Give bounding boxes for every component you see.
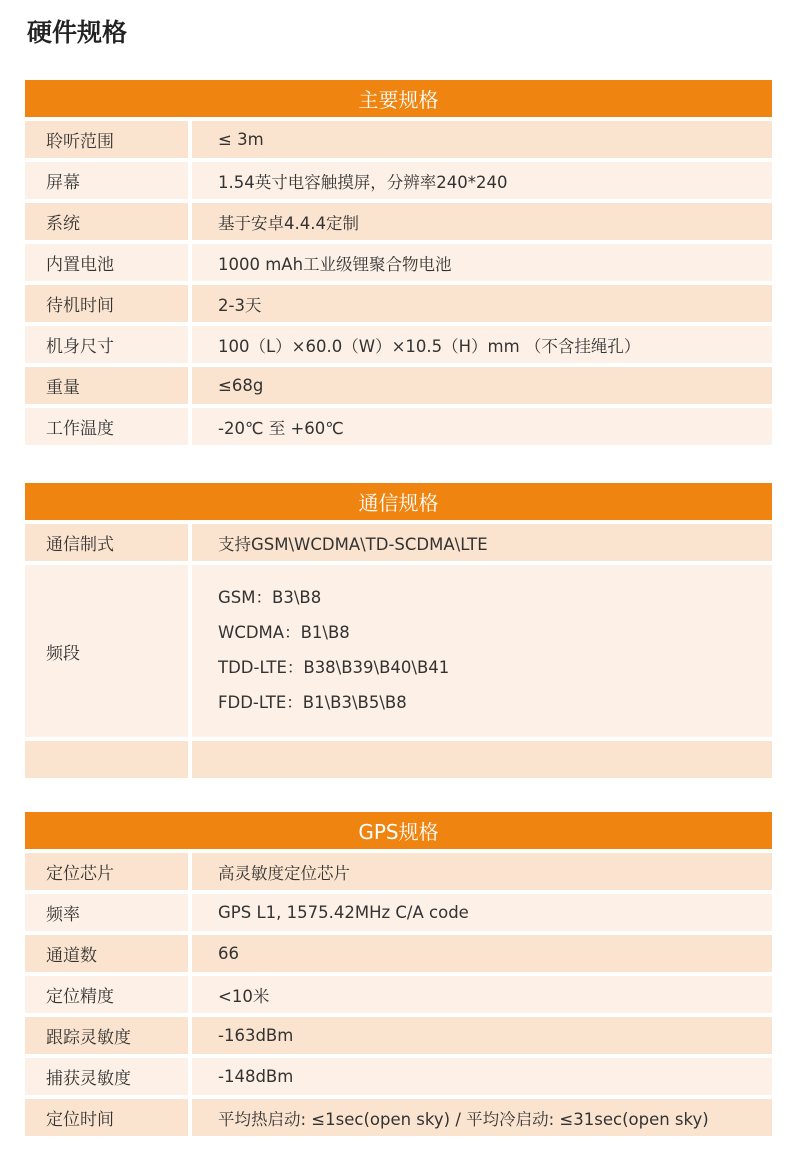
communication-specs-table [25,483,772,778]
row-value: GPS L1, 1575.42MHz C/A code [192,894,772,931]
row-label: 机身尺寸 [25,326,188,363]
row-value: 1000 mAh工业级锂聚合物电池 [192,244,772,281]
band-line: FDD-LTE：B1\B3\B5\B8 [218,693,407,712]
table-row [25,367,772,404]
row-label [25,741,188,778]
row-value: 2-3天 [192,285,772,322]
table-row [25,408,772,445]
row-label: 定位芯片 [25,853,188,890]
table-row-bands [25,565,772,737]
band-line: GSM：B3\B8 [218,588,322,607]
row-label: 重量 [25,367,188,404]
row-label: 跟踪灵敏度 [25,1017,188,1054]
table-row [25,326,772,363]
row-label: 通信制式 [25,524,188,561]
row-value: -148dBm [192,1058,772,1095]
row-value: -163dBm [192,1017,772,1054]
table-row [25,203,772,240]
section-header-main-specs: 主要规格 [25,80,772,117]
row-value: 支持GSM\WCDMA\TD-SCDMA\LTE [192,524,772,561]
section-header-gps-specs: GPS规格 [25,812,772,849]
table-row [25,976,772,1013]
table-row [25,894,772,931]
row-value: 66 [192,935,772,972]
row-label: 定位精度 [25,976,188,1013]
band-line: WCDMA：B1\B8 [218,623,350,642]
row-value: ≤68g [192,367,772,404]
row-value: ≤ 3m [192,121,772,158]
main-specs-table [25,80,772,445]
table-row [25,121,772,158]
row-label: 频段 [25,565,188,737]
table-row-empty [25,741,772,778]
row-label: 聆听范围 [25,121,188,158]
row-value [192,741,772,778]
table-row [25,1017,772,1054]
section-header-communication-specs: 通信规格 [25,483,772,520]
page-title: 硬件规格 [27,18,128,47]
table-row [25,162,772,199]
row-label: 通道数 [25,935,188,972]
row-label: 待机时间 [25,285,188,322]
row-label: 定位时间 [25,1099,188,1136]
row-value: 基于安卓4.4.4定制 [192,203,772,240]
row-label: 工作温度 [25,408,188,445]
table-row [25,1058,772,1095]
table-row [25,935,772,972]
row-value: 高灵敏度定位芯片 [192,853,772,890]
table-row [25,285,772,322]
band-line: TDD-LTE：B38\B39\B40\B41 [218,658,450,677]
row-value: 平均热启动: ≤1sec(open sky) / 平均冷启动: ≤31sec(open sky) [192,1099,772,1136]
table-row [25,853,772,890]
row-label: 捕获灵敏度 [25,1058,188,1095]
table-row [25,524,772,561]
gps-specs-table [25,812,772,1136]
table-row [25,1099,772,1136]
table-row [25,244,772,281]
row-value: <10米 [192,976,772,1013]
row-label: 频率 [25,894,188,931]
row-label: 屏幕 [25,162,188,199]
row-label: 系统 [25,203,188,240]
row-value: 100（L）×60.0（W）×10.5（H）mm （不含挂绳孔） [192,326,772,363]
row-value: 1.54英寸电容触摸屏，分辨率240*240 [192,162,772,199]
bands-list [192,565,772,737]
row-value: -20℃ 至 +60℃ [192,408,772,445]
row-label: 内置电池 [25,244,188,281]
